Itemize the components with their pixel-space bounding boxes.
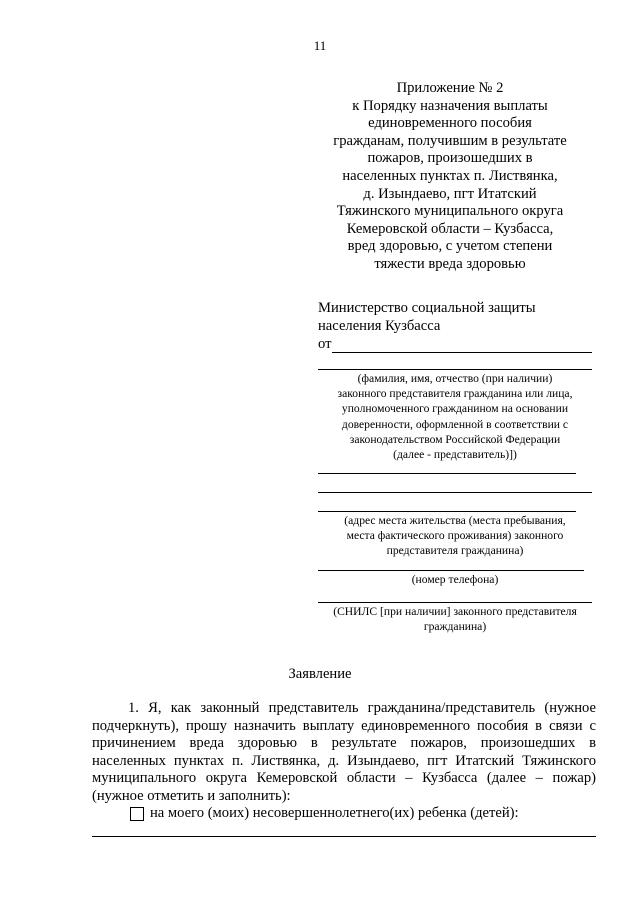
caption-line: уполномоченного гражданином на основании <box>341 402 569 416</box>
paragraph-line: (нужное отметить и заполнить): <box>92 787 291 804</box>
caption-line: (далее - представитель)]) <box>393 448 517 462</box>
phone-caption <box>318 572 592 587</box>
appendix-header <box>330 80 570 274</box>
recipient-line: населения Кузбасса <box>318 317 441 334</box>
caption-line: законодательством Российской Федерации <box>349 432 561 446</box>
appendix-line: населенных пунктах п. Листвянка, <box>342 167 558 184</box>
paragraph-line: подчеркнуть), прошу назначить выплату единовременного пособия в связи с <box>92 717 596 734</box>
appendix-line: Кемеровской области – Кузбасса, <box>346 220 554 237</box>
caption-line: (номер телефона) <box>411 573 499 586</box>
caption-line: гражданина) <box>423 620 487 634</box>
caption-line: (фамилия, имя, отчество (при наличии) <box>357 372 553 385</box>
minor-child-option[interactable] <box>130 805 519 822</box>
minor-child-label: на моего (моих) несовершеннолетнего(их) ребенка (детей): <box>150 805 519 821</box>
paragraph-line: причинением вреда здоровью в результате пожаров, произошедших в <box>92 735 596 752</box>
caption-line: доверенности, оформленной в соответствии с <box>341 417 569 431</box>
appendix-line: Тяжинского муниципального округа <box>336 203 564 220</box>
appendix-line: тяжести вреда здоровью <box>374 255 526 272</box>
recipient-block <box>318 300 592 353</box>
snils-field[interactable] <box>318 602 592 603</box>
caption-line: места фактического проживания) законного <box>346 529 564 543</box>
phone-field[interactable] <box>318 570 584 571</box>
recipient-line: Министерство социальной защиты <box>318 300 536 316</box>
page-number: 11 <box>313 38 327 53</box>
statement-title: Заявление <box>288 666 352 682</box>
paragraph-line: населенных пунктах п. Листвянка, д. Изындаево, пгт Итатский Тяжинского <box>92 752 596 769</box>
caption-line: (СНИЛС [при наличии] законного представителя <box>333 605 577 618</box>
address-field-line[interactable] <box>318 492 592 493</box>
caption-line: (адрес места жительства (места пребывания, <box>344 514 566 527</box>
statement-paragraph <box>92 700 596 806</box>
snils-caption <box>318 604 592 634</box>
paragraph-line: муниципального округа Кемеровской области – Кузбасса (далее – пожар) <box>92 770 596 787</box>
paragraph-line: 1. Я, как законный представитель гражданина/представитель (нужное <box>128 700 596 716</box>
address-caption <box>318 513 592 559</box>
appendix-line: вред здоровью, с учетом степени <box>347 238 553 255</box>
appendix-line: д. Изындаево, пгт Итатский <box>363 185 537 202</box>
caption-line: представителя гражданина) <box>386 544 524 558</box>
child-details-field[interactable] <box>92 836 596 837</box>
appendix-line: гражданам, получившим в результате <box>333 132 567 149</box>
minor-child-checkbox[interactable] <box>130 807 144 821</box>
applicant-name-caption <box>318 371 592 462</box>
appendix-line: к Порядку назначения выплаты <box>352 97 548 114</box>
appendix-line: пожаров, произошедших в <box>367 150 533 167</box>
from-name-field[interactable] <box>332 337 592 353</box>
extra-field-line[interactable] <box>318 473 576 474</box>
applicant-name-field[interactable] <box>318 369 592 370</box>
appendix-line: Приложение № 2 <box>396 80 504 96</box>
from-label: от <box>318 335 332 352</box>
from-row <box>318 336 592 354</box>
caption-line: законного представителя гражданина или лица, <box>337 387 573 401</box>
appendix-line: единовременного пособия <box>368 115 532 132</box>
address-field-line[interactable] <box>318 511 576 512</box>
